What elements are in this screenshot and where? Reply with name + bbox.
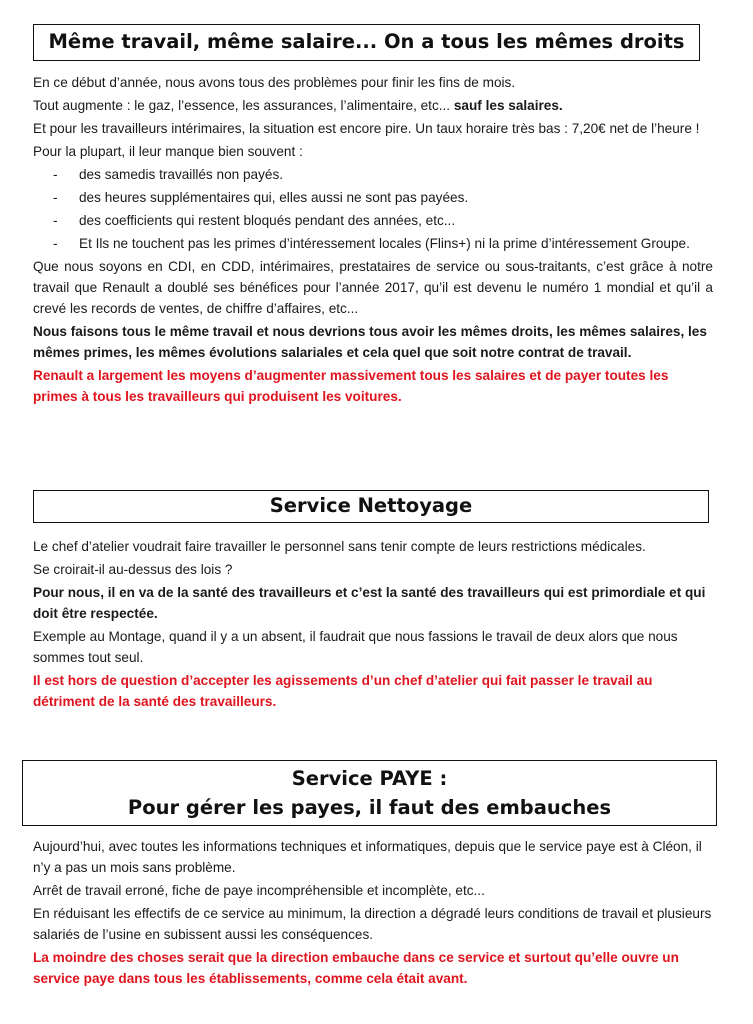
dash-bullet: - <box>53 190 58 205</box>
list-item-text: Et Ils ne touchent pas les primes d’intéressement locales (Flins+) ni la prime d’intéressement Groupe. <box>79 236 690 251</box>
list-item <box>33 187 713 208</box>
paragraph: Et pour les travailleurs intérimaires, la situation est encore pire. Un taux horaire très bas : 7,20€ net de l’heure ! <box>33 121 700 136</box>
title-line: Service PAYE : <box>291 767 448 790</box>
section-body-paye <box>33 836 713 991</box>
paragraph: Se croirait-il au-dessus des lois ? <box>33 562 233 577</box>
list-item <box>33 164 713 185</box>
section-body-nettoyage <box>33 536 713 714</box>
paragraph-text: Tout augmente : le gaz, l’essence, les assurances, l’alimentaire, etc... <box>33 98 454 113</box>
paragraph <box>33 95 713 116</box>
paragraph: Que nous soyons en CDI, en CDD, intérimaires, prestataires de service ou sous-traitants, c’est grâce à notre travail que Renault a doublé ses bénéfices pour l’année 2017, qu’il est devenu le numéro 1 mondial et qu’il a crevé les records de ventes, de chiffre d’affaires, etc... <box>33 259 713 316</box>
paragraph: Pour la plupart, il leur manque bien souvent : <box>33 144 303 159</box>
dash-bullet: - <box>53 167 58 182</box>
section-title-salaires: Même travail, même salaire... On a tous les mêmes droits <box>33 24 700 61</box>
bold-paragraph: Nous faisons tous le même travail et nous devrions tous avoir les mêmes droits, les mêmes salaires, les mêmes primes, les mêmes évolutions salariales et cela quel que soit notre contrat de travail. <box>33 324 707 360</box>
section-title-paye <box>22 760 717 826</box>
list-item <box>33 233 713 254</box>
paragraph: Aujourd’hui, avec toutes les informations techniques et informatiques, depuis que le service paye est à Cléon, il n’y a pas un mois sans problème. <box>33 839 702 875</box>
paragraph: Arrêt de travail erroné, fiche de paye incompréhensible et incomplète, etc... <box>33 883 485 898</box>
list-item-text: des coefficients qui restent bloqués pendant des années, etc... <box>79 213 456 228</box>
section-title-nettoyage: Service Nettoyage <box>33 490 709 523</box>
grievance-list <box>33 164 713 254</box>
red-callout: Renault a largement les moyens d’augmenter massivement tous les salaires et de payer toutes les primes à tous les travailleurs qui produisent les voitures. <box>33 368 669 404</box>
paragraph: En ce début d’année, nous avons tous des problèmes pour finir les fins de mois. <box>33 75 516 90</box>
list-item-text: des heures supplémentaires qui, elles aussi ne sont pas payées. <box>79 190 469 205</box>
bold-paragraph: Pour nous, il en va de la santé des travailleurs et c’est la santé des travailleurs qui est primordiale et qui doit être respectée. <box>33 585 706 621</box>
title-line: Pour gérer les payes, il faut des embauches <box>127 796 612 819</box>
red-callout: Il est hors de question d’accepter les agissements d’un chef d’atelier qui fait passer le travail au détriment de la santé des travailleurs. <box>33 673 653 709</box>
dash-bullet: - <box>53 236 58 251</box>
paragraph: Le chef d’atelier voudrait faire travailler le personnel sans tenir compte de leurs restrictions médicales. <box>33 539 646 554</box>
dash-bullet: - <box>53 213 58 228</box>
paragraph: En réduisant les effectifs de ce service au minimum, la direction a dégradé leurs conditions de travail et plusieurs salariés de l’usine en subissent aussi les conséquences. <box>33 906 712 942</box>
paragraph: Exemple au Montage, quand il y a un absent, il faudrait que nous fassions le travail de deux alors que nous sommes tout seul. <box>33 629 678 665</box>
emphasis-text: sauf les salaires. <box>453 98 563 113</box>
list-item <box>33 210 713 231</box>
section-body-salaires <box>33 72 713 409</box>
red-callout: La moindre des choses serait que la direction embauche dans ce service et surtout qu’elle ouvre un service paye dans tous les établissements, comme cela était avant. <box>33 950 679 986</box>
list-item-text: des samedis travaillés non payés. <box>79 167 284 182</box>
